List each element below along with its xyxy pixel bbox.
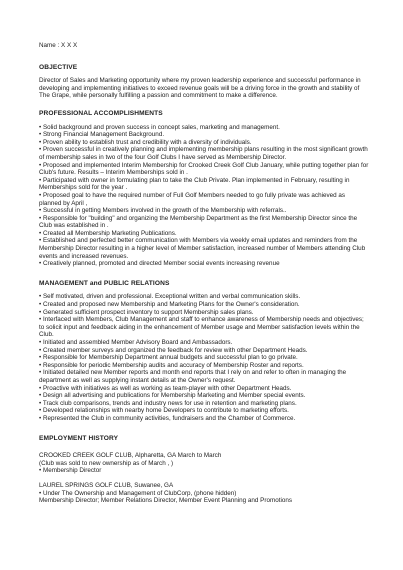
list-item: • Created and proposed new Membership and Marketing Plans for the Owner's consideration. [39, 301, 300, 309]
employment-role: • Membership Director [39, 467, 102, 475]
accomplishments-list [39, 124, 369, 268]
list-item: • Proven successful in creatively planning and implementing membership plans resulting in the most significant growth of membership sales in two of the four Golf Clubs I have served as Membership Director. [39, 146, 368, 161]
list-item: • Proposed goal to have the required number of Full Golf Members needed to go fully private was achieved as planned by April , [39, 191, 346, 207]
list-item: • Creatively planned, promoted and directed Member social events increasing revenue [39, 260, 280, 268]
list-item: • Developed relationships with nearby home Developers to contribute to marketing efforts. [39, 407, 289, 415]
list-item: • Interfaced with Members, Club Management and staff to enhance awareness of Membership needs and objectives; to solicit input and feedback aiding in the enhancement of Member usage and Member satisfaction levels within the Club. [39, 316, 364, 339]
accomplishments-title: PROFESSIONAL ACCOMPLISHMENTS [39, 109, 163, 117]
employment-note: • Under The Ownership and Management of ClubCorp, (phone hidden) [39, 489, 237, 497]
accomplishments-section [39, 110, 369, 268]
list-item: • Successful in getting Members involved in the growth of the Membership with referrals.. [39, 207, 287, 215]
employment-title: EMPLOYMENT HISTORY [39, 434, 119, 442]
management-title: MANAGEMENT and PUBLIC RELATIONS [39, 279, 170, 287]
list-item: • Initiated and assembled Member Advisory Board and Ambassadors. [39, 339, 233, 346]
list-item: • Responsible for periodic Membership audits and accuracy of Membership Roster and reports. [39, 361, 304, 369]
employer-line: LAUREL SPRINGS GOLF CLUB, Suwanee, GA [39, 481, 174, 489]
list-item: • Track club comparisons, trends and industry news for use in retention and marketing plans. [39, 399, 297, 407]
employment-note: (Club was sold to new ownership as of March , ) [39, 459, 174, 467]
list-item: • Created member surveys and organized the feedback for review with other Department Heads. [39, 346, 308, 354]
management-section [39, 280, 369, 423]
list-item: • Represented the Club in community activities, fundraisers and the Chamber of Commerce. [39, 414, 296, 422]
list-item: • Established and perfected better communication with Members via weekly email updates and reminders from the Membership Director resulting in a higher level of Member satisfaction, increased number of Members attending Club events and increased revenues. [39, 237, 366, 260]
name-line: Name : X X X [39, 42, 78, 49]
list-item: • Solid background and proven success in concept sales, marketing and management. [39, 123, 280, 131]
management-list [39, 293, 369, 422]
objective-text: Director of Sales and Marketing opportunity where my proven leadership experience and successful performance in developing and implementing initiatives to exceed revenue goals will be a driving force in the growth and stability of The Grape, while personally fulfilling a passion and commitment to make a difference. [39, 77, 361, 100]
list-item: • Strong Financial Management Background. [39, 131, 165, 139]
list-item: • Self motivated, driven and professional. Exceptional written and verbal communication skills. [39, 293, 301, 301]
list-item: • Proposed and implemented Interim Membership for Crooked Creek Golf Club January, while putting together plan for Club's future. Results – Interim Memberships sold in . [39, 161, 369, 177]
list-item: • Proactive with initiatives as well as working as team-player with other Department Heads. [39, 384, 292, 392]
employment-section [39, 435, 369, 505]
list-item: • Created all Membership Marketing Publications. [39, 229, 177, 237]
list-item: • Generated sufficient prospect inventory to support Membership sales plans. [39, 308, 254, 316]
employer-line: CROOKED CREEK GOLF CLUB, Alpharetta, GA March to March [39, 452, 222, 460]
employment-role: Membership Director; Member Relations Director, Member Event Planning and Promotions [39, 497, 293, 505]
list-item: • Initiated detailed new Member reports and month end reports that I rely on and refer to often in managing the department as well as supplying instant details at the Owner's request. [39, 369, 347, 384]
list-item: • Responsible for Membership Department annual budgets and successful plan to go private. [39, 354, 298, 362]
objective-section [39, 64, 369, 100]
list-item: • Design all advertising and publications for Membership Marketing and Member special events. [39, 392, 306, 400]
objective-title: OBJECTIVE [39, 63, 78, 71]
employment-entry [39, 482, 369, 505]
employment-entry [39, 452, 369, 475]
list-item: • Responsible for "building" and organizing the Membership Department as the first Membership Director since the Club was established in . [39, 214, 358, 230]
list-item: • Proven ability to establish trust and credibility with a diversity of individuals. [39, 138, 252, 146]
list-item: • Participated with owner in formulating plan to take the Club Private. Plan implemented in February, resulting in Memberships sold for the year . [39, 176, 350, 192]
